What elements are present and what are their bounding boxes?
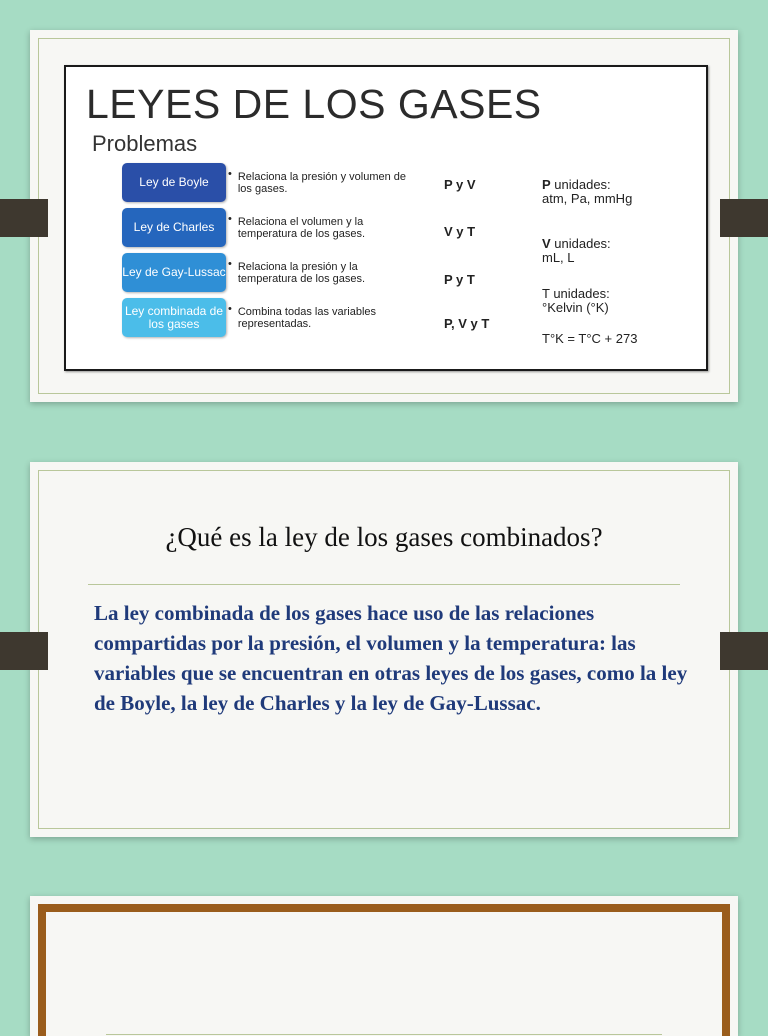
units-t-values: °Kelvin (°K) — [542, 300, 609, 315]
slide-next-partial — [30, 896, 738, 1036]
law-box-combinada: Ley combinada de los gases — [122, 298, 226, 337]
units-t — [542, 287, 702, 315]
units-t-label: T unidades: — [542, 286, 610, 301]
units-v-text: unidades: — [550, 236, 611, 251]
units-v — [542, 237, 702, 265]
bullet-icon: • — [228, 213, 232, 225]
divider — [106, 1034, 662, 1035]
divider — [88, 584, 680, 585]
law-vars-gay-lussac: P y T — [444, 272, 475, 287]
bullet-icon: • — [228, 303, 232, 315]
units-p-values: atm, Pa, mmHg — [542, 191, 633, 206]
units-p-label: P — [542, 177, 551, 192]
question-heading: ¿Qué es la ley de los gases combinados? — [165, 522, 603, 552]
slide-tab-right — [720, 632, 768, 670]
law-desc-boyle — [228, 164, 408, 201]
bullet-icon: • — [228, 168, 232, 180]
law-vars-combinada: P, V y T — [444, 316, 490, 331]
law-vars-boyle: P y V — [444, 177, 476, 192]
law-box-boyle: Ley de Boyle — [122, 163, 226, 202]
units-v-values: mL, L — [542, 250, 575, 265]
law-box-charles: Ley de Charles — [122, 208, 226, 247]
slide-tab-left — [0, 199, 48, 237]
law-desc-text: Relaciona la presión y la temperatura de los gases. — [237, 260, 366, 285]
units-formula: T°K = T°C + 273 — [542, 331, 638, 346]
law-desc-text: Combina todas las variables representadas. — [237, 305, 377, 330]
slide-inner-panel — [46, 912, 722, 1036]
slide-subtitle: Problemas — [92, 131, 198, 156]
slide-title: LEYES DE LOS GASES — [86, 81, 542, 127]
slide-tab-right — [720, 199, 768, 237]
law-box-gay-lussac: Ley de Gay-Lussac — [122, 253, 226, 292]
law-vars-charles: V y T — [444, 224, 476, 239]
slide-combined-law — [30, 462, 738, 837]
units-v-label: V — [542, 236, 551, 251]
units-p — [542, 178, 702, 206]
law-desc-charles — [228, 209, 408, 246]
answer-paragraph: La ley combinada de los gases hace uso de las relaciones compartidas por la presión, el volumen y la temperatura: las variables que se encuentran en otras leyes de los gases, como la ley de Boyle, la ley de Charles y la ley de Gay-Lussac. — [94, 601, 688, 715]
law-desc-text: Relaciona la presión y volumen de los gases. — [237, 170, 407, 195]
units-p-text: unidades: — [550, 177, 611, 192]
laws-table-image — [64, 65, 708, 371]
law-desc-combinada — [228, 299, 408, 336]
slide-laws-overview — [30, 30, 738, 402]
law-desc-gay-lussac — [228, 254, 408, 291]
law-desc-text: Relaciona el volumen y la temperatura de los gases. — [237, 215, 366, 240]
slide-tab-left — [0, 632, 48, 670]
bullet-icon: • — [228, 258, 232, 270]
